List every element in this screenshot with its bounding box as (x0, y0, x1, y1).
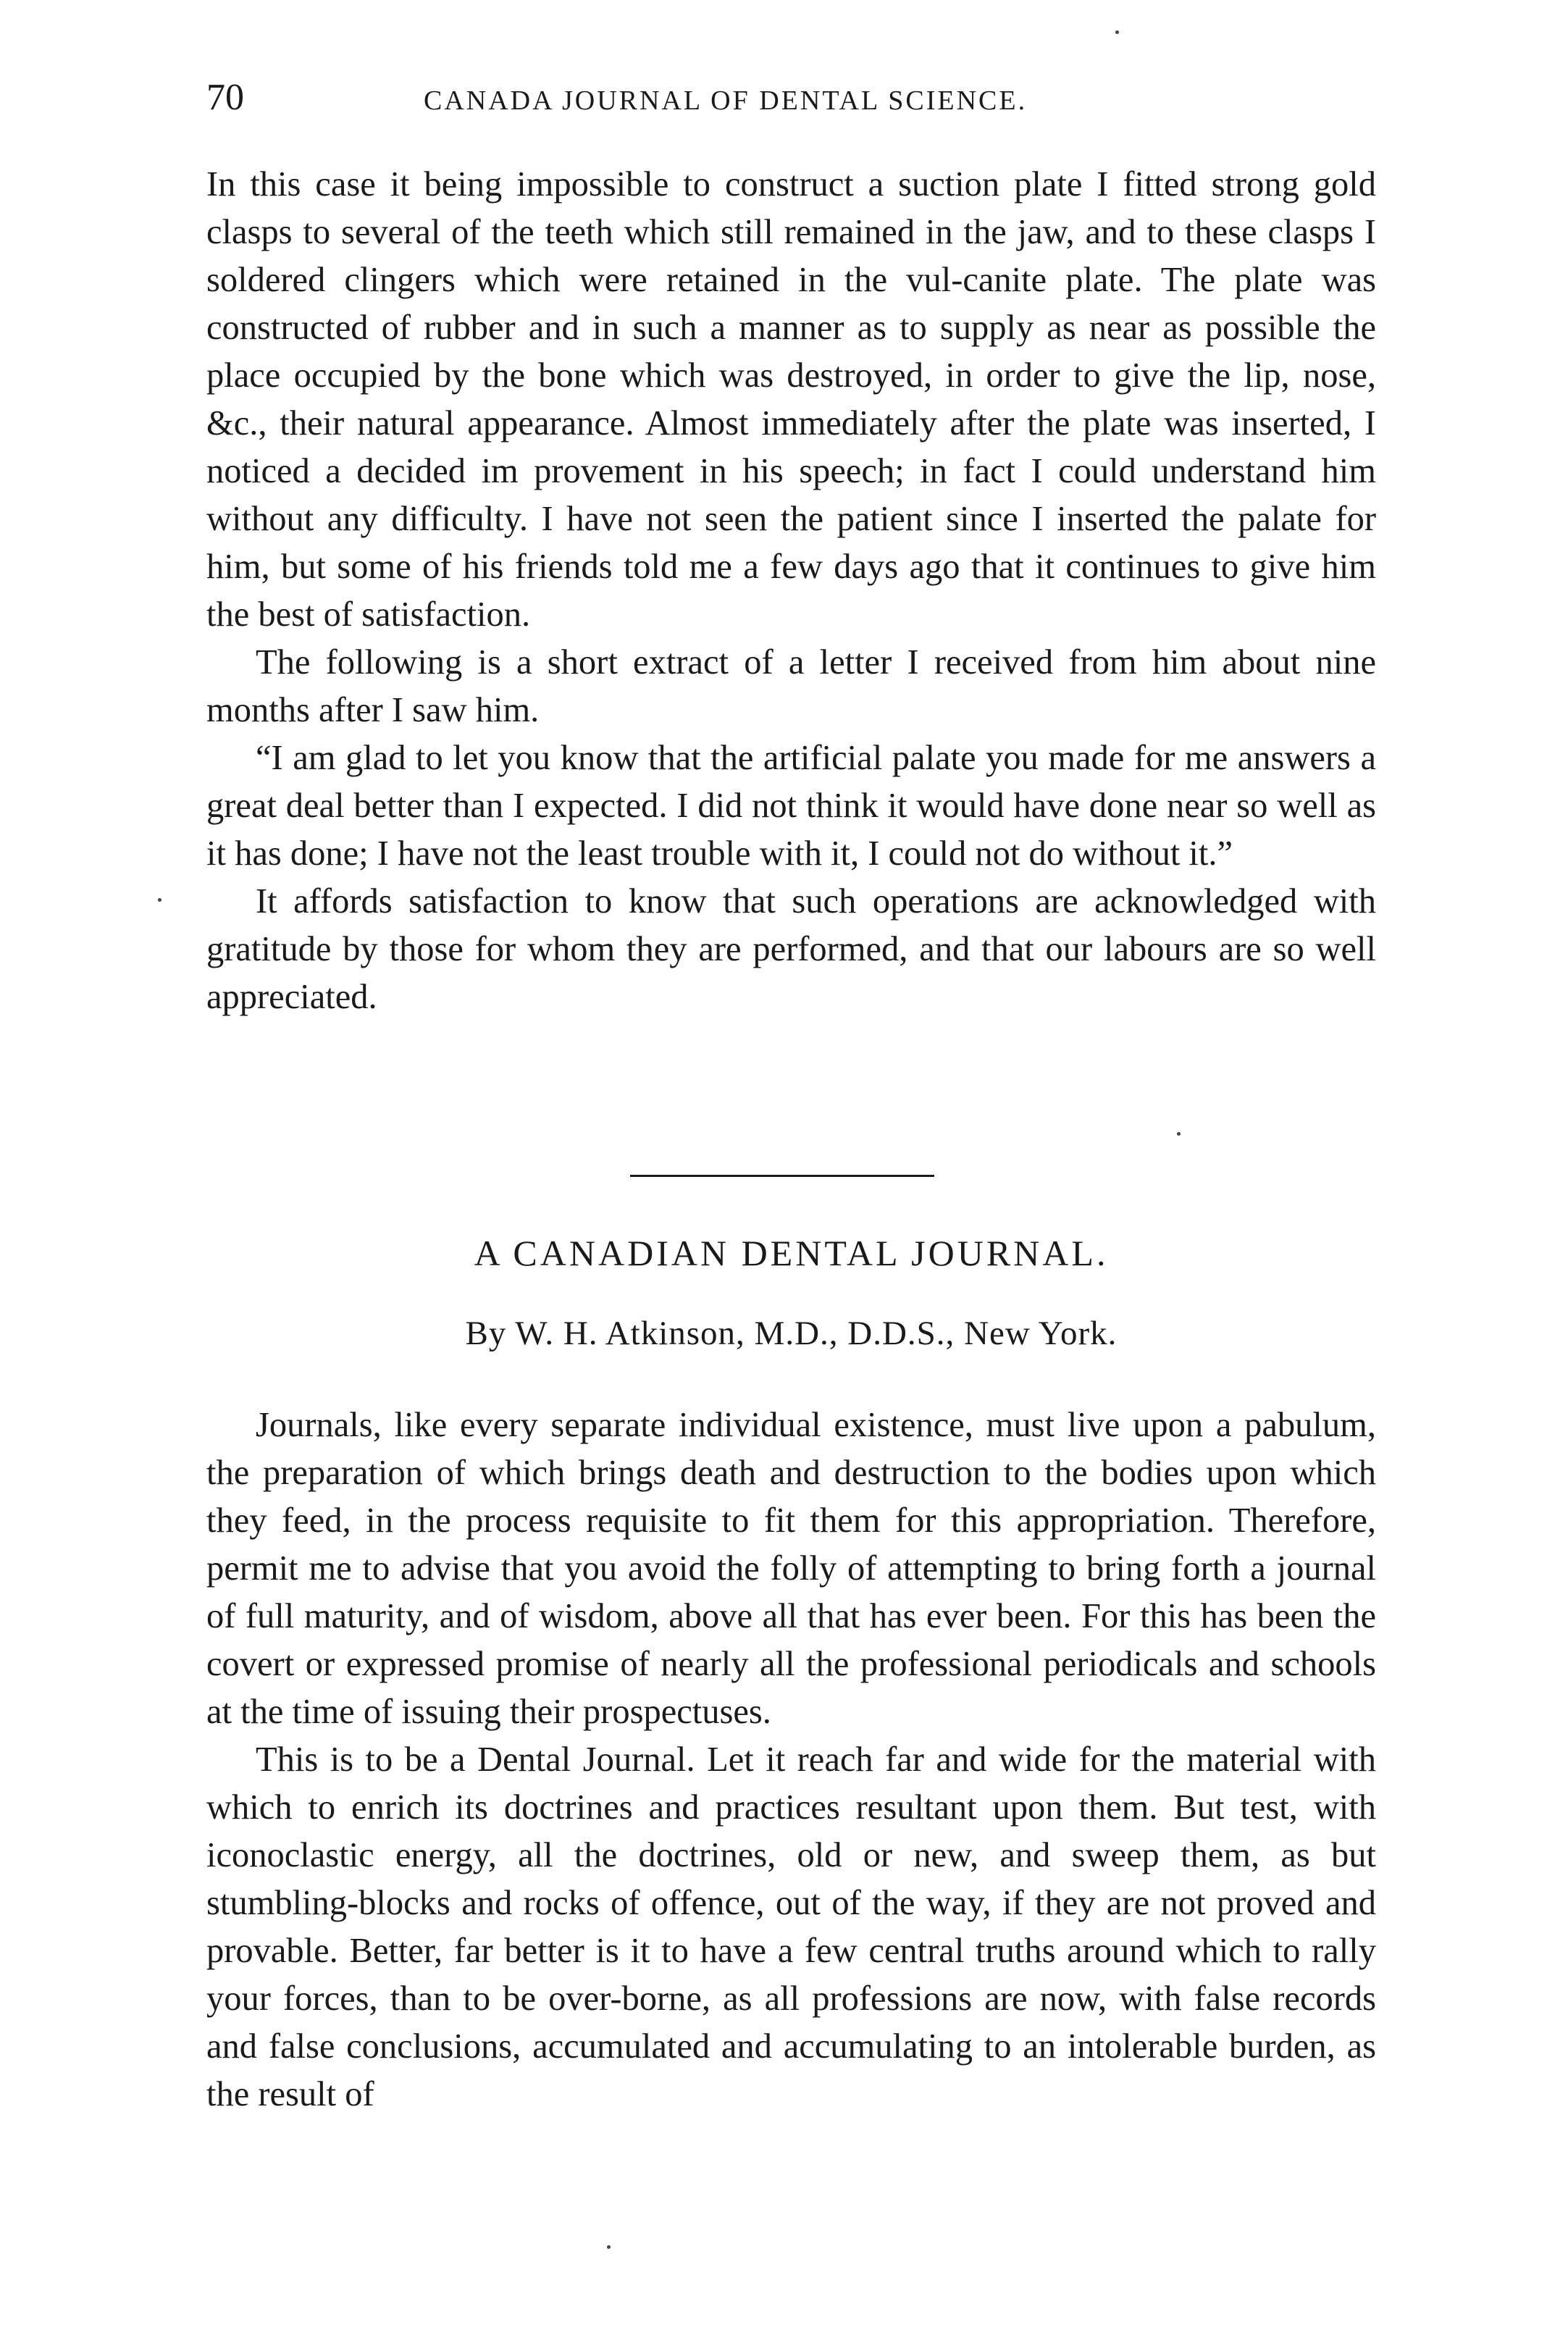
section-divider (630, 1175, 934, 1177)
paragraph: Journals, like every separate individual existence, must live upon a pabulum, the preparation of which brings death and destruction to the bodies upon which they feed, in the process requisite to fit them for this appropriation. Therefore, permit me to advise that you avoid the folly of attempting to bring forth a journal of full maturity, and of wisdom, above all that has ever been. For this has been the covert or expressed promise of nearly all the professional periodicals and schools at the time of issuing their prospectuses. (206, 1406, 1376, 1731)
article-byline: By W. H. Atkinson, M.D., D.D.S., New York. (465, 1315, 1118, 1352)
print-speck (158, 898, 162, 902)
running-head (206, 72, 1372, 123)
print-speck (607, 2245, 611, 2249)
journal-title: CANADA JOURNAL OF DENTAL SCIENCE. (424, 85, 1028, 116)
paragraph: In this case it being impossible to construct a suction plate I fitted strong gold clasps to several of the teeth which still remained in the jaw, and to these clasps I soldered clingers which were retained in the vul-canite plate. The plate was constructed of rubber and in such a manner as to supply as near as possible the place occupied by the bone which was destroyed, in order to give the lip, nose, &c., their natural appearance. Almost immediately after the plate was inserted, I noticed a decided im provement in his speech; in fact I could understand him without any difficulty. I have not seen the patient since I inserted the palate for him, but some of his friends told me a few days ago that it continues to give him the best of satisfaction. (206, 165, 1376, 634)
quotation-paragraph: “I am glad to let you know that the artificial palate you made for me answers a great deal better than I expected. I did not think it would have done near so well as it has done; I have not the least trouble with it, I could not do without it.” (206, 739, 1376, 873)
paragraph: It affords satisfaction to know that such operations are acknowledged with gratitude by those for whom they are performed, and that our labours are so well appreciated. (206, 882, 1376, 1016)
article-body (206, 1401, 1376, 2119)
article-title: A CANADIAN DENTAL JOURNAL. (474, 1233, 1109, 1273)
first-section-text (206, 161, 1376, 1021)
print-speck (1177, 1132, 1181, 1136)
page-number: 70 (206, 77, 244, 118)
paragraph: This is to be a Dental Journal. Let it reach far and wide for the material with which to enrich its doctrines and practices resultant upon them. But test, with iconoclastic energy, all the doctrines, old or new, and sweep them, as but stumbling-blocks and rocks of offence, out of the way, if they are not proved and provable. Better, far better is it to have a few central truths around which to rally your forces, than to be over-borne, as all professions are now, with false records and false conclusions, accumulated and accumulating to an intolerable burden, as the result of (206, 1740, 1376, 2113)
paragraph: The following is a short extract of a letter I received from him about nine months after I saw him. (206, 643, 1376, 729)
print-speck (1115, 30, 1119, 34)
